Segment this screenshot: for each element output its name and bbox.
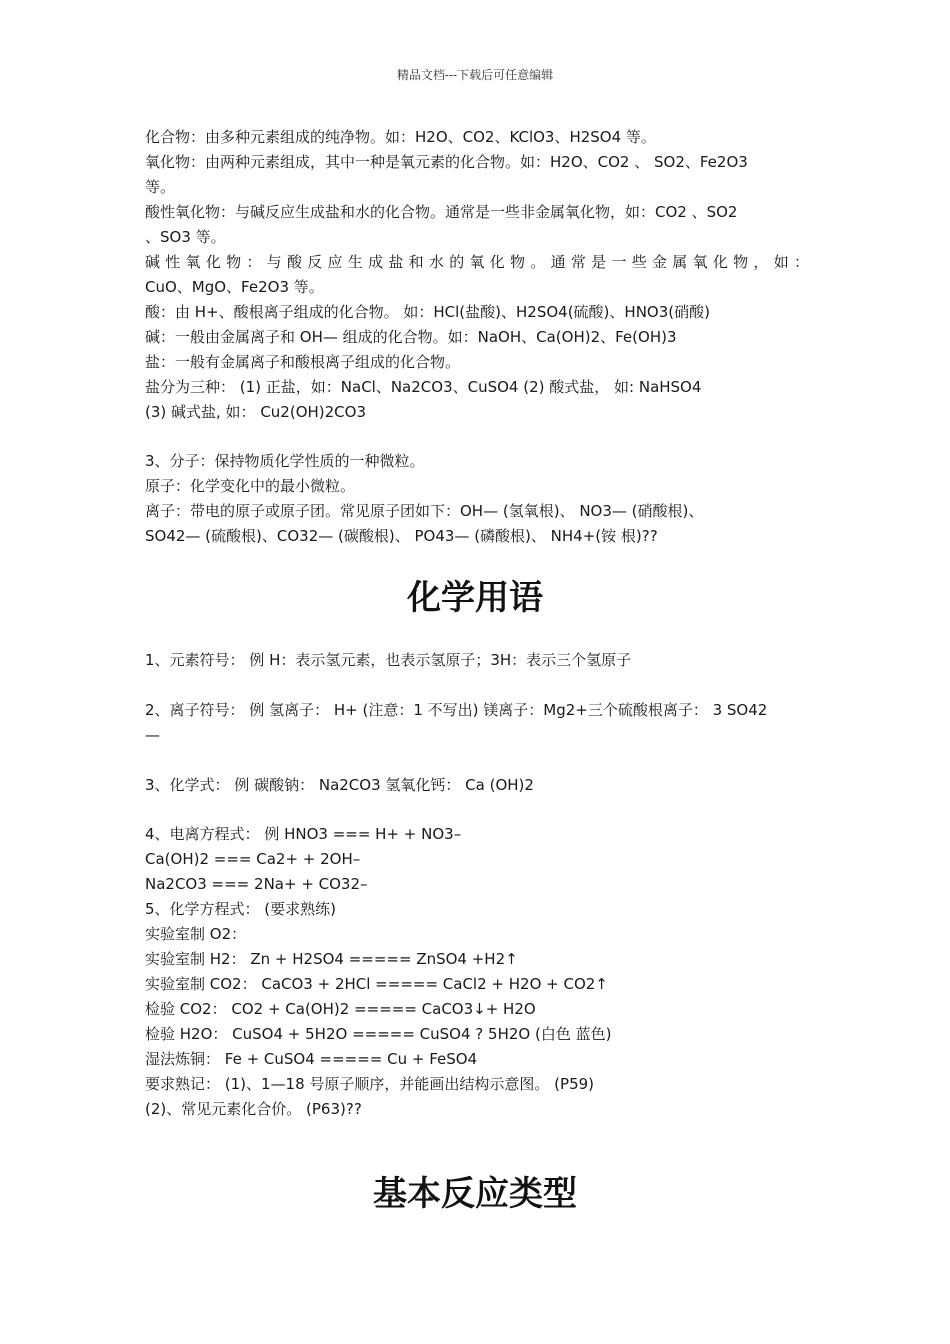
text-line: 湿法炼铜： Fe + CuSO4 ===== Cu + FeSO4	[145, 1050, 478, 1068]
section-heading: 基本反应类型	[373, 1174, 577, 1214]
text-line: 1、元素符号： 例 H：表示氢元素，也表示氢原子；3H：表示三个氢原子	[145, 651, 632, 669]
text-line: CuO、MgO、Fe2O3 等。	[145, 278, 324, 296]
text-line: 检验 CO2： CO2 + Ca(OH)2 ===== CaCO3↓+ H2O	[145, 1000, 536, 1018]
text-line: Na2CO3 === 2Na+ + CO32–	[145, 875, 368, 893]
text-line: 化合物：由多种元素组成的纯净物。如：H2O、CO2、KClO3、H2SO4 等。	[145, 128, 656, 146]
text-line: 盐：一般有金属离子和酸根离子组成的化合物。	[145, 353, 461, 371]
text-line: 盐分为三种： (1) 正盐，如：NaCl、Na2CO3、CuSO4 (2) 酸式盐， 如: NaHSO4	[145, 378, 702, 396]
text-line: 酸性氧化物：与碱反应生成盐和水的化合物。通常是一些非金属氧化物，如：CO2 、SO2	[145, 203, 738, 221]
text-line: (3) 碱式盐, 如： Cu2(OH)2CO3	[145, 403, 367, 421]
text-line: (2)、常见元素化合价。 (P63)??	[145, 1100, 362, 1118]
section-heading: 化学用语	[407, 578, 543, 618]
text-line: 氧化物：由两种元素组成，其中一种是氧元素的化合物。如：H2O、CO2 、 SO2、Fe2O3	[145, 153, 748, 171]
text-line: 实验室制 O2：	[145, 925, 247, 943]
text-line: 检验 H2O： CuSO4 + 5H2O ===== CuSO4 ? 5H2O (白色 蓝色)	[145, 1025, 612, 1043]
text-line: 实验室制 CO2： CaCO3 + 2HCl ===== CaCl2 + H2O + CO2↑	[145, 975, 608, 993]
text-line: 、SO3 等。	[145, 228, 226, 246]
page-header: 精品文档---下载后可任意编辑	[396, 68, 554, 82]
text-line: 碱：一般由金属离子和 OH— 组成的化合物。如：NaOH、Ca(OH)2、Fe(OH)3	[145, 328, 677, 346]
text-line: 酸：由 H+、酸根离子组成的化合物。 如：HCl(盐酸)、H2SO4(硫酸)、HNO3(硝酸)	[145, 303, 710, 321]
text-line: 3、分子：保持物质化学性质的一种微粒。	[145, 452, 425, 470]
text-line: 3、化学式： 例 碳酸钠： Na2CO3 氢氧化钙： Ca (OH)2	[145, 776, 534, 794]
text-line: 离子：带电的原子或原子团。常见原子团如下：OH— (氢氧根)、 NO3— (硝酸根)、	[145, 502, 704, 520]
text-line: 等。	[145, 178, 176, 196]
text-line: 5、化学方程式： (要求熟练)	[145, 900, 337, 918]
text-line: 碱性氧化物：与酸反应生成盐和水的氧化物。通常是一些金属氧化物，如：	[145, 253, 810, 271]
text-line: —	[145, 726, 160, 744]
text-line: Ca(OH)2 === Ca2+ + 2OH–	[145, 850, 361, 868]
text-line: 4、电离方程式： 例 HNO3 === H+ + NO3–	[145, 825, 462, 843]
text-line: 实验室制 H2： Zn + H2SO4 ===== ZnSO4 +H2↑	[145, 950, 518, 968]
text-line: 2、离子符号： 例 氢离子： H+ (注意：1 不写出) 镁离子：Mg2+三个硫酸根离子： 3 SO42	[145, 701, 768, 719]
text-line: 要求熟记： (1)、1—18 号原子顺序，并能画出结构示意图。 (P59)	[145, 1075, 595, 1093]
text-line: SO42— (硫酸根)、CO32— (碳酸根)、 PO43— (磷酸根)、 NH4+(铵 根)??	[145, 527, 658, 545]
text-line: 原子：化学变化中的最小微粒。	[145, 477, 356, 495]
